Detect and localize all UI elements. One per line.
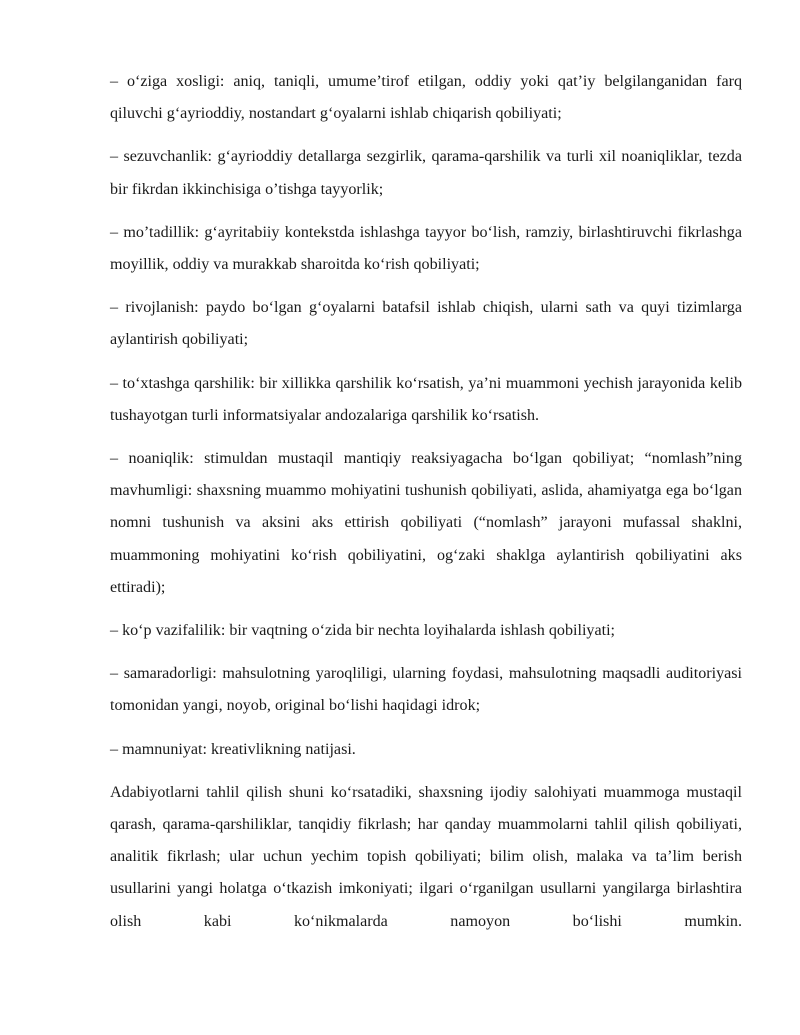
list-item-originality: – o‘ziga xosligi: aniq, taniqli, umume’tirof etilgan, oddiy yoki qat’iy belgilanganidan farq qiluvchi g‘ayrioddiy, nostandart g‘oyalarni ishlab chiqarish qobiliyati; (110, 73, 742, 123)
list-item-sensitivity: – sezuvchanlik: g‘ayrioddiy detallarga sezgirlik, qarama-qarshilik va turli xil noaniqliklar, tezda bir fikrdan ikkinchisiga o’tishga tayyorlik; (110, 148, 742, 198)
body-paragraph-conclusion: Adabiyotlarni tahlil qilish shuni ko‘rsatadiki, shaxsning ijodiy salohiyati muammoga mustaqil qarash, qarama-qarshiliklar, tanqidiy fikrlash; har qanday muammolarni tahlil qilish qobiliyati, analitik fikrlash; ular uchun yechim topish qobiliyati; bilim olish, malaka va ta’lim berish usullarini yangi holatga o‘tkazish imkoniyati; ilgari o‘rganilgan usullarni yangilarga birlashtira olish kabi ko‘nikmalarda namoyon bo‘lishi mumkin. (110, 783, 742, 930)
list-item-resistance: – to‘xtashga qarshilik: bir xillikka qarshilik ko‘rsatish, ya’ni muammoni yechish jarayonida kelib tushayotgan turli informatsiyalar andozalariga qarshilik ko‘rsatish. (110, 374, 742, 424)
list-item-multitasking: – ko‘p vazifalilik: bir vaqtning o‘zida bir nechta loyihalarda ishlash qobiliyati; (110, 622, 616, 640)
list-item-moderation: – mo’tadillik: g‘ayritabiiy kontekstda ishlashga tayyor bo‘lish, ramziy, birlashtiruvchi fikrlashga moyillik, oddiy va murakkab sharoitda ko‘rish qobiliyati; (110, 223, 742, 274)
list-item-efficiency: – samaradorligi: mahsulotning yaroqliligi, ularning foydasi, mahsulotning maqsadli auditoriyasi tomonidan yangi, noyob, original bo‘lishi haqidagi idrok; (110, 665, 742, 715)
document-page (110, 66, 742, 949)
list-item-uncertainty: – noaniqlik: stimuldan mustaqil mantiqiy reaksiyagacha bo‘lgan qobiliyat; “nomlash”ning mavhumligi: shaxsning muammo mohiyatini tushunish qobiliyati, aslida, ahamiyatga ega bo‘lgan nomni tushunish va aksini aks ettirish qobiliyati (“nomlash” jarayoni mufassal shaklni, muammoning mohiyatini ko‘rish qobiliyatini, og‘zaki shaklga aylantirish qobiliyatini aks ettiradi); (110, 450, 742, 596)
list-item-development: – rivojlanish: paydo bo‘lgan g‘oyalarni batafsil ishlab chiqish, ularni sath va quyi tizimlarga aylantirish qobiliyati; (110, 299, 742, 349)
list-item-satisfaction: – mamnuniyat: kreativlikning natijasi. (110, 740, 356, 758)
